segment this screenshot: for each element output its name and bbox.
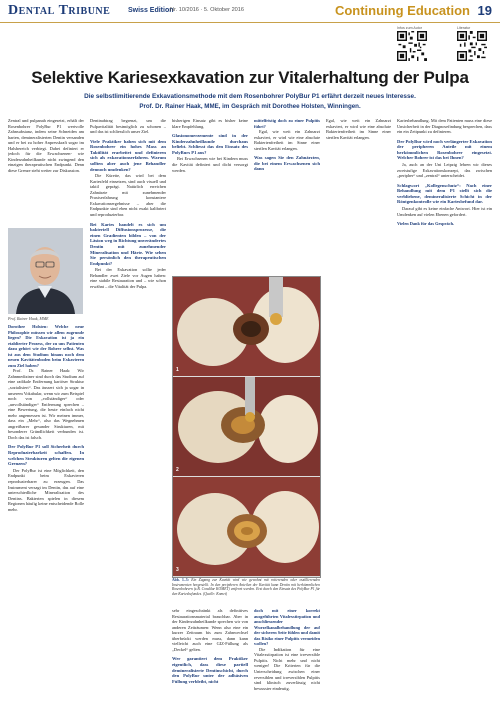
column-4-top [254, 118, 320, 272]
portrait-caption: Prof. Rainer Haak, MME [8, 316, 49, 321]
interview-answer: bisherigen Einsatz gibt es bisher keine klare Empfehlung. [172, 118, 248, 129]
qr-code-icon [457, 31, 487, 61]
interview-question: Schlagwort „Kollegenschutz“: Nach einer Behandlung mit dem P1 stellt sich die verbliebene, demineralisierte Schicht in der Röntgenkontrolle wie ein Kariesbefund dar. [397, 182, 492, 205]
article-byline: Prof. Dr. Rainer Haak, MME, im Gespräch mit Dorothee Holsten, Winningen. [139, 103, 361, 110]
column-3-bottom [172, 608, 248, 708]
publication-logo: Dental Tribune [8, 3, 111, 18]
figure-caption-label: Abb. 1–3: [172, 578, 189, 582]
column-1-top [8, 118, 84, 226]
figure-number: 1 [176, 367, 179, 373]
figure-caption [172, 578, 320, 596]
interview-question: Der PolyBur wird noch verlängerter Exkavation der peripheren Anteile mit einem herkömmlichen Rosenbohrer eingesetzt. Welcher Bohrer ist das bei Ihnen? [397, 138, 492, 161]
interview-question: Bei Karies handelt es sich um bakteriell Diffusionsprozesse, die einen Gradienten bilden – von der Läsion weg in Richtung unverändertes Dentin mit zunehmender Mineralisation und Härte. Wie sehen Sie persönlich den therapeutischen Endpunkt? [90, 221, 166, 266]
masthead [0, 0, 500, 23]
interview-question: Wer garantiert dem Praktiker eigentlich, dass diese partiell demineralisierte Dentinschicht, durch den PolyBur unter der adhäsiven Füllung verbleibt, nicht [172, 656, 248, 684]
interview-answer: Bei der Exkavation sollte jeder Behandler zwei Ziele vor Augen haben: eine stabile Restauration und – wie schon erwähnt – die Vitalität der Pulpa. [90, 267, 166, 289]
interview-answer: Dentinabtrag begrenzt, um die Pulpavitalität bestmöglich zu schonen – und das ist schliesslich unser Ziel. [90, 118, 166, 135]
tooth-photo [173, 277, 320, 376]
figure-caption-text: Ein Zugang zur Kavität wird wie gewohnt mit rotierenden oder oszillierenden Instrumenten hergestellt. In den peripheren Anteilen der Kavität kann Dentin mit herkömmlichen Rosenbohrern (z.B. Condilar KOMET) entfernt werden. Erst durch den Einsatz des PolyBur P1 für den Kariesbefundes. (Quelle: Komet) [172, 578, 321, 596]
interview-answer: Die Indikation für eine Vitalexstirpation ist eine irreversible Pulpitis. Nicht mehr und nicht weniger! Die Kriterien für die Unterscheidung zwischen einer reversiblen und irreversiblen Pulpitis sind klinisch zuverlässig nicht bewusster eindeutig. [254, 646, 320, 691]
interview-question: Der PolyBur P1 soll Sicherheit durch Reproduzierbarkeit schaffen. In welchen Strukturen gelten die eigenen Grenzen? [8, 444, 84, 467]
interview-answer: Egal, wie weit ein Zahnarzt exkaviert, er wird wie eine absolute Bakterienfreiheit im Sinne einer sterilen Kavität erlangen. [326, 118, 391, 140]
section-title: Continuing Education [334, 3, 470, 18]
figure-panel-1 [173, 277, 320, 376]
interview-answer: Egal, wie weit ein Zahnarzt exkaviert, er wird wie eine absolute Bakterienfreiheit im Sinne einer sterilen Kavität erlangen. [254, 129, 320, 151]
interview-question: Was sagen Sie den Zahnärzten, die bei einem Erwachsenen sich dann [254, 155, 320, 172]
portrait-image [8, 228, 83, 314]
qr-literature-label: Literatur [457, 26, 471, 30]
author-portrait [8, 228, 83, 314]
clinical-figure [172, 276, 321, 578]
column-2 [90, 118, 166, 708]
interview-answer: Ja, auch an der Uni Leipzig lehren wir dieses zweistufige Exkavationskonzept, das zwischen „peripher“ und „zentral“ unterscheidet. [397, 162, 492, 179]
interview-answer: Bei Erwachsenen wie bei Kindern muss die Kavität definiert und dicht versorgt werden. [172, 156, 248, 173]
interview-question: Viele Praktiker haben sich mit dem Rosenbohrer ein hohes Mass an Taktilität erarbeitet und definieren sich als exkavationserfahren. Warum sollten aber auch jene Behandler dennoch umdenken? [90, 138, 166, 172]
tooth-photo [173, 377, 320, 476]
tooth-photo [173, 477, 320, 576]
interview-answer: Prof. Dr. Rainer Haak: Wir Zahnmediziner sind durch das Studium auf eine radikale Entfernung kariöser Struktur „sozialisiert“. Das äussert sich ja sogar in unserem Vokabular, wenn wir zum Beispiel noch von „vollständiger“ oder „unvollständiger“ Entfernung sprechen – eine Bewertung, die heute einfach nicht mehr angemessen ist. Wir meinen immer, dass ein „Mehr“, also das Wegnehmen angreifbarer gesunder Strukturen, mit besonderer Gründlichkeit verbunden ist. Doch das ist falsch. [8, 368, 84, 440]
qr-author[interactable] [397, 26, 427, 66]
edition-label: Swiss Edition [128, 7, 174, 14]
column-3-top [172, 118, 248, 272]
interview-question: Glasionomerzemente sind in der Kinderzahnheilkunde durchaus beliebt. Schliesst das den Einsatz des PolyBurs P1 aus? [172, 133, 248, 155]
column-1-bottom [8, 324, 84, 708]
interview-answer: Der PolyBur ist eine Möglichkeit, den Endpunkt beim Exkavieren reproduzierbarer zu erzeugen. Das Instrument versagt im Dentin, das auf eine unterschiedliche Mineralisation des Dentins. Bakterien spielen in diesem Regionen häufig keine entscheidende Rolle mehr. [8, 467, 84, 512]
article-title: Selektive Kariesexkavation zur Vitalerhaltung der Pulpa [31, 68, 469, 87]
column-5 [397, 118, 492, 708]
figure-panel-3 [173, 477, 320, 576]
qr-literature[interactable] [457, 26, 487, 66]
interview-answer: Die Kürette, das wird bei dem Kariesfeld einsetzen, sind auch visuell und taktil geprägt. Natürlich erreichen Zahnärzte mit zunehmender Praxiserfahrung konstantere Exkavationsergebnisse – aber die Endpunkte sind eben nicht exakt kalibriert und reproduzierbar. [90, 173, 166, 218]
intro-paragraph: Zentral und pulpanah eingesetzt, erhält der Rosenbohrer PolyBur P1 wertvolle Zahnsubstanz, indem seine Schneiden am harten, demineralisierten Dentin versanden und er bei zu hoher Anpresskraft sogar im Halsbereich verbiegt. Dabei definiert er jedoch für die Erwachsenen- wie Kinderzahnheilkunde nicht zwingend den einzigen therapeutischen Endpunkt. Denn diese Grenze steht weiter zur Diskussion. [8, 118, 84, 173]
column-4-bottom [254, 608, 320, 708]
page-number: 19 [477, 3, 492, 18]
qr-code-icon [397, 31, 427, 61]
interview-answer: Kariesbehandlung. Mit dem Patienten muss eine diese Unsicherheit in der Diagnosefindung besprechen, dass ein ein Zeitpunkt zu definieren. [397, 118, 492, 135]
column-4b [326, 118, 391, 708]
interview-question: doch mit einer korrekt ausgeführten Vitalexstirpation und anschliessender Wurzelkanalbehandlung der auf der sicheren Seite fühlen und damit das Risiko einer Pulpitis vermeiden wollen? [254, 608, 320, 647]
figure-number: 2 [176, 467, 179, 473]
closing-line: Vielen Dank für das Gespräch. [397, 221, 455, 227]
interview-question: Dorothee Holsten: Welche neue Philosophie müssen wir allem zugrunde liegen? Die Exkavation ist ja ein etablierter Prozess, der zu uns Patienten dazu gehört wie der Bohrer selbst. Was ist aus dem Studium hinaus noch dem neuen Kavitätenboden beim Exkavieren zum Ziel haben? [8, 324, 84, 368]
qr-author-label: Infos zum Autor [397, 26, 422, 30]
interview-answer: Darauf gibt es keine einfache Antwort. Hier ist ein Umdenken auf vielen Ebenen gefordert. [397, 206, 492, 217]
issue-date: Nr. 10/2016 · 5. Oktober 2016 [170, 7, 245, 13]
article-subtitle: Die selbstlimitierende Exkavationsmethode mit dem Rosenbohrer PolyBur P1 erfährt derzeit neues Interesse. [84, 93, 416, 100]
interview-question: mittelfristig doch zu einer Pulpitis führt? [254, 118, 320, 129]
figure-panel-2 [173, 377, 320, 476]
interview-answer: sehr eingeschränkt als definitives Restaurationsmaterial brauchbar. Aber in der Kinderzahnheilkunde sprechen wir von anderen Zeiträumen: Wenn also eine ein kurzer Zeitraum bis zum Zahnwechsel überbrückt werden muss, dann kann vielleicht auch eine GIZ-Füllung als „Deckel“ gelten. [172, 608, 248, 652]
figure-number: 3 [176, 567, 179, 573]
